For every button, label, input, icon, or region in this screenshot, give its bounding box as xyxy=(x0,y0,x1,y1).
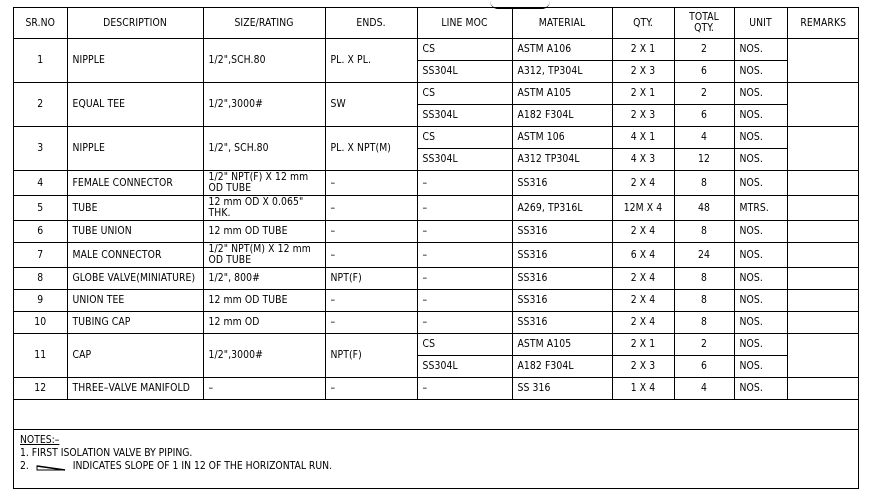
total-qty-cell: 8 xyxy=(674,171,734,196)
size-rating-cell: 1/2" NPT(F) X 12 mm OD TUBE xyxy=(203,171,325,196)
material-cell: A269, TP316L xyxy=(512,196,612,221)
total-qty-cell: 4 xyxy=(674,378,734,400)
ends-cell: PL. X PL. xyxy=(325,39,417,83)
sr-no-cell: 10 xyxy=(14,312,67,334)
description-cell: EQUAL TEE xyxy=(67,83,203,127)
material-cell: ASTM A106 xyxy=(512,39,612,61)
notes-heading: NOTES:– xyxy=(20,434,60,446)
material-cell: A312, TP304L xyxy=(512,61,612,83)
total-qty-cell: 24 xyxy=(674,243,734,268)
description-cell: NIPPLE xyxy=(67,127,203,171)
total-qty-cell: 8 xyxy=(674,268,734,290)
remarks-cell xyxy=(787,243,859,268)
header-material: MATERIAL xyxy=(512,8,612,39)
description-cell: THREE–VALVE MANIFOLD xyxy=(67,378,203,400)
total-qty-cell: 8 xyxy=(674,312,734,334)
material-cell: ASTM A105 xyxy=(512,334,612,356)
remarks-cell xyxy=(787,171,859,196)
total-qty-cell: 2 xyxy=(674,39,734,61)
material-cell: ASTM A105 xyxy=(512,83,612,105)
ends-cell: PL. X NPT(M) xyxy=(325,127,417,171)
description-cell: TUBE UNION xyxy=(67,221,203,243)
unit-cell: NOS. xyxy=(734,334,787,356)
table-row xyxy=(14,221,859,243)
size-rating-cell: 12 mm OD xyxy=(203,312,325,334)
line-moc-cell: – xyxy=(417,243,512,268)
description-cell: CAP xyxy=(67,334,203,378)
unit-cell: NOS. xyxy=(734,268,787,290)
ends-cell: – xyxy=(325,312,417,334)
material-cell: SS316 xyxy=(512,290,612,312)
ends-cell: – xyxy=(325,221,417,243)
note-2-text: INDICATES SLOPE OF 1 IN 12 OF THE HORIZONTAL RUN. xyxy=(72,460,333,472)
header-ends: ENDS. xyxy=(325,8,417,39)
note-1: 1. FIRST ISOLATION VALVE BY PIPING. xyxy=(20,447,193,459)
material-cell: SS 316 xyxy=(512,378,612,400)
remarks-cell xyxy=(787,83,859,127)
header-srno: SR.NO xyxy=(14,8,67,39)
material-cell: A312 TP304L xyxy=(512,149,612,171)
material-cell: ASTM 106 xyxy=(512,127,612,149)
table-row xyxy=(14,39,859,61)
table-row xyxy=(14,290,859,312)
unit-cell: NOS. xyxy=(734,105,787,127)
qty-cell: 2 X 3 xyxy=(612,356,674,378)
line-moc-cell: CS xyxy=(417,334,512,356)
qty-cell: 2 X 3 xyxy=(612,61,674,83)
total-qty-cell: 2 xyxy=(674,334,734,356)
table-row xyxy=(14,312,859,334)
sr-no-cell: 3 xyxy=(14,127,67,171)
sr-no-cell: 7 xyxy=(14,243,67,268)
header-line-moc: LINE MOC xyxy=(417,8,512,39)
qty-cell: 2 X 3 xyxy=(612,105,674,127)
line-moc-cell: SS304L xyxy=(417,356,512,378)
description-cell: TUBE xyxy=(67,196,203,221)
unit-cell: NOS. xyxy=(734,243,787,268)
remarks-cell xyxy=(787,221,859,243)
ends-cell: SW xyxy=(325,83,417,127)
qty-cell: 2 X 4 xyxy=(612,312,674,334)
sr-no-cell: 1 xyxy=(14,39,67,83)
line-moc-cell: SS304L xyxy=(417,105,512,127)
table-row xyxy=(14,127,859,149)
table-row xyxy=(14,378,859,400)
size-rating-cell: 12 mm OD TUBE xyxy=(203,221,325,243)
qty-cell: 2 X 4 xyxy=(612,171,674,196)
qty-cell: 2 X 4 xyxy=(612,221,674,243)
note-2-number: 2. xyxy=(20,460,29,472)
line-moc-cell: CS xyxy=(417,127,512,149)
total-qty-cell: 48 xyxy=(674,196,734,221)
sr-no-cell: 11 xyxy=(14,334,67,378)
remarks-cell xyxy=(787,196,859,221)
ends-cell: – xyxy=(325,290,417,312)
header-description: DESCRIPTION xyxy=(67,8,203,39)
line-moc-cell: – xyxy=(417,268,512,290)
unit-cell: NOS. xyxy=(734,39,787,61)
table-row xyxy=(14,196,859,221)
ends-cell: NPT(F) xyxy=(325,268,417,290)
ends-cell: – xyxy=(325,378,417,400)
unit-cell: NOS. xyxy=(734,83,787,105)
total-qty-cell: 6 xyxy=(674,105,734,127)
material-cell: SS316 xyxy=(512,171,612,196)
sr-no-cell: 6 xyxy=(14,221,67,243)
table-row xyxy=(14,268,859,290)
total-qty-cell: 6 xyxy=(674,356,734,378)
note-2 xyxy=(20,460,853,473)
qty-cell: 1 X 4 xyxy=(612,378,674,400)
qty-cell: 2 X 4 xyxy=(612,268,674,290)
sr-no-cell: 4 xyxy=(14,171,67,196)
unit-cell: NOS. xyxy=(734,61,787,83)
header-total-qty: TOTAL QTY. xyxy=(674,8,734,39)
header-remarks: REMARKS xyxy=(787,8,859,39)
description-cell: FEMALE CONNECTOR xyxy=(67,171,203,196)
bill-of-materials-frame xyxy=(13,7,859,489)
size-rating-cell: – xyxy=(203,378,325,400)
sr-no-cell: 5 xyxy=(14,196,67,221)
sr-no-cell: 9 xyxy=(14,290,67,312)
size-rating-cell: 1/2",3000# xyxy=(203,334,325,378)
total-qty-cell: 12 xyxy=(674,149,734,171)
unit-cell: NOS. xyxy=(734,149,787,171)
size-rating-cell: 1/2",3000# xyxy=(203,83,325,127)
remarks-cell xyxy=(787,127,859,171)
description-cell: MALE CONNECTOR xyxy=(67,243,203,268)
qty-cell: 12M X 4 xyxy=(612,196,674,221)
unit-cell: NOS. xyxy=(734,221,787,243)
size-rating-cell: 12 mm OD X 0.065" THK. xyxy=(203,196,325,221)
line-moc-cell: – xyxy=(417,290,512,312)
line-moc-cell: – xyxy=(417,378,512,400)
total-qty-cell: 8 xyxy=(674,221,734,243)
material-cell: SS316 xyxy=(512,268,612,290)
line-moc-cell: – xyxy=(417,171,512,196)
ends-cell: – xyxy=(325,196,417,221)
qty-cell: 4 X 1 xyxy=(612,127,674,149)
material-cell: SS316 xyxy=(512,312,612,334)
material-cell: A182 F304L xyxy=(512,105,612,127)
qty-cell: 2 X 4 xyxy=(612,290,674,312)
size-rating-cell: 1/2" NPT(M) X 12 mm OD TUBE xyxy=(203,243,325,268)
total-qty-cell: 2 xyxy=(674,83,734,105)
description-cell: TUBING CAP xyxy=(67,312,203,334)
ends-cell: NPT(F) xyxy=(325,334,417,378)
sr-no-cell: 12 xyxy=(14,378,67,400)
notes-section xyxy=(14,429,859,489)
material-cell: SS316 xyxy=(512,243,612,268)
material-cell: A182 F304L xyxy=(512,356,612,378)
size-rating-cell: 12 mm OD TUBE xyxy=(203,290,325,312)
unit-cell: NOS. xyxy=(734,312,787,334)
size-rating-cell: 1/2", 800# xyxy=(203,268,325,290)
remarks-cell xyxy=(787,290,859,312)
line-moc-cell: – xyxy=(417,221,512,243)
slope-arrow-icon xyxy=(36,462,66,471)
qty-cell: 2 X 1 xyxy=(612,334,674,356)
unit-cell: NOS. xyxy=(734,356,787,378)
total-qty-cell: 8 xyxy=(674,290,734,312)
unit-cell: NOS. xyxy=(734,127,787,149)
table-row xyxy=(14,243,859,268)
total-qty-cell: 4 xyxy=(674,127,734,149)
total-qty-cell: 6 xyxy=(674,61,734,83)
unit-cell: NOS. xyxy=(734,378,787,400)
header-row xyxy=(14,8,859,39)
header-unit: UNIT xyxy=(734,8,787,39)
table-row xyxy=(14,334,859,356)
remarks-cell xyxy=(787,378,859,400)
table-row xyxy=(14,171,859,196)
ends-cell: – xyxy=(325,243,417,268)
sr-no-cell: 8 xyxy=(14,268,67,290)
bill-of-materials-table xyxy=(14,8,859,400)
remarks-cell xyxy=(787,39,859,83)
remarks-cell xyxy=(787,334,859,378)
remarks-cell xyxy=(787,312,859,334)
size-rating-cell: 1/2", SCH.80 xyxy=(203,127,325,171)
description-cell: GLOBE VALVE(MINIATURE) xyxy=(67,268,203,290)
qty-cell: 4 X 3 xyxy=(612,149,674,171)
unit-cell: NOS. xyxy=(734,290,787,312)
line-moc-cell: SS304L xyxy=(417,61,512,83)
line-moc-cell: – xyxy=(417,312,512,334)
ends-cell: – xyxy=(325,171,417,196)
description-cell: NIPPLE xyxy=(67,39,203,83)
line-moc-cell: CS xyxy=(417,83,512,105)
unit-cell: MTRS. xyxy=(734,196,787,221)
table-row xyxy=(14,83,859,105)
sr-no-cell: 2 xyxy=(14,83,67,127)
qty-cell: 2 X 1 xyxy=(612,83,674,105)
unit-cell: NOS. xyxy=(734,171,787,196)
header-qty: QTY. xyxy=(612,8,674,39)
size-rating-cell: 1/2",SCH.80 xyxy=(203,39,325,83)
header-size-rating: SIZE/RATING xyxy=(203,8,325,39)
material-cell: SS316 xyxy=(512,221,612,243)
description-cell: UNION TEE xyxy=(67,290,203,312)
line-moc-cell: CS xyxy=(417,39,512,61)
qty-cell: 2 X 1 xyxy=(612,39,674,61)
qty-cell: 6 X 4 xyxy=(612,243,674,268)
remarks-cell xyxy=(787,268,859,290)
line-moc-cell: SS304L xyxy=(417,149,512,171)
line-moc-cell: – xyxy=(417,196,512,221)
